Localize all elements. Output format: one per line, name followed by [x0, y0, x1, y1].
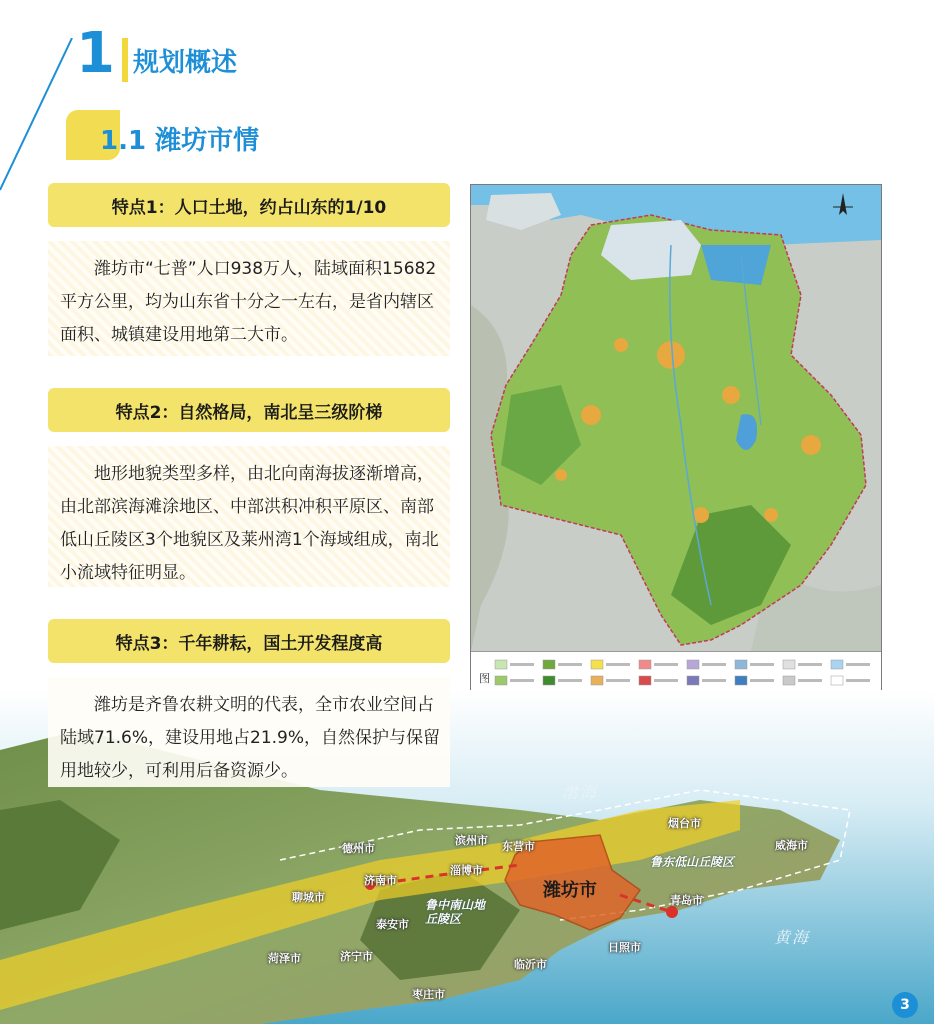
- feature-3-heading: 特点3：千年耕耘，国土开发程度高: [48, 619, 450, 663]
- legend-text-placeholder: [702, 663, 726, 666]
- legend-swatch: [687, 660, 699, 669]
- legend-text-placeholder: [558, 663, 582, 666]
- zone-label-central: 鲁中南山地丘陵区: [425, 898, 486, 926]
- city-label-liaocheng: 聊城市: [292, 891, 325, 904]
- map-graphic: [471, 185, 881, 651]
- city-label-dongying: 东营市: [502, 840, 535, 853]
- legend-text-placeholder: [750, 663, 774, 666]
- sea-label-yellow-sea: 黄海: [774, 928, 811, 947]
- feature-1-body: 潍坊市“七普”人口938万人，陆域面积15682平方公里，均为山东省十分之一左右，是省内辖区面积、城镇建设用地第二大市。: [48, 241, 450, 356]
- city-label-linyi: 临沂市: [514, 958, 547, 971]
- legend-swatch: [591, 660, 603, 669]
- legend-swatch: [591, 676, 603, 685]
- feature-2-heading: 特点2：自然格局，南北呈三级阶梯: [48, 388, 450, 432]
- legend-swatch: [735, 676, 747, 685]
- legend-text-placeholder: [654, 679, 678, 682]
- chapter-title: 规划概述: [133, 48, 238, 78]
- legend-swatch: [543, 676, 555, 685]
- legend-swatch: [831, 676, 843, 685]
- section-title-text: .1 潍坊市情: [118, 126, 260, 156]
- legend-swatch: [687, 676, 699, 685]
- legend-text-placeholder: [798, 663, 822, 666]
- legend-text-placeholder: [606, 663, 630, 666]
- city-label-weihai: 威海市: [775, 839, 808, 852]
- land-survey-map: [470, 184, 882, 728]
- city-label-heze: 菏泽市: [268, 952, 301, 965]
- city-label-zibo: 淄博市: [450, 864, 483, 877]
- legend-swatch: [543, 660, 555, 669]
- legend-text-placeholder: [798, 679, 822, 682]
- city-label-rizhao: 日照市: [608, 941, 641, 954]
- legend-swatch: [783, 660, 795, 669]
- feature-1-heading: 特点1：人口土地，约占山东的1/10: [48, 183, 450, 227]
- legend-text-placeholder: [558, 679, 582, 682]
- legend-swatch: [831, 660, 843, 669]
- section-number: 1: [100, 126, 119, 156]
- legend-text-placeholder: [846, 679, 870, 682]
- city-label-jinan: 济南市: [364, 874, 397, 887]
- svg-text:图: 图: [479, 672, 490, 685]
- legend-swatch: [735, 660, 747, 669]
- city-label-zaozhuang: 枣庄市: [412, 988, 445, 1001]
- city-label-qingdao: 青岛市: [670, 894, 703, 907]
- zone-label-east: 鲁东低山丘陵区: [650, 855, 735, 869]
- legend-text-placeholder: [510, 663, 534, 666]
- chapter-accent-bar: [122, 38, 128, 82]
- city-label-binzhou: 滨州市: [455, 834, 488, 847]
- city-label-dezhou: 德州市: [342, 842, 375, 855]
- legend-swatch: [639, 676, 651, 685]
- page-number: 3: [892, 992, 918, 1018]
- sea-label-bohai: 渤海: [562, 783, 599, 802]
- legend-text-placeholder: [750, 679, 774, 682]
- legend-swatch: [783, 676, 795, 685]
- city-label-jining: 济宁市: [340, 950, 373, 963]
- legend-text-placeholder: [702, 679, 726, 682]
- focus-city-label: 潍坊市: [543, 880, 597, 901]
- legend-text-placeholder: [654, 663, 678, 666]
- legend-swatch: [639, 660, 651, 669]
- feature-2-body: 地形地貌类型多样，由北向南海拔逐渐增高，由北部滨海滩涂地区、中部洪积冲积平原区、南部低山丘陵区3个地貌区及莱州湾1个海域组成，南北小流域特征明显。: [48, 446, 450, 587]
- section-title: [100, 120, 259, 157]
- city-label-taian: 泰安市: [376, 918, 409, 931]
- chapter-number: 1: [76, 21, 115, 86]
- feature-3-body: 潍坊是齐鲁农耕文明的代表，全市农业空间占陆域71.6%，建设用地占21.9%，自然保护与保留用地较少，可利用后备资源少。: [48, 677, 450, 787]
- legend-swatch: [495, 660, 507, 669]
- legend-text-placeholder: [510, 679, 534, 682]
- city-label-yantai: 烟台市: [668, 817, 701, 830]
- legend-text-placeholder: [606, 679, 630, 682]
- legend-swatch: [495, 676, 507, 685]
- legend-text-placeholder: [846, 663, 870, 666]
